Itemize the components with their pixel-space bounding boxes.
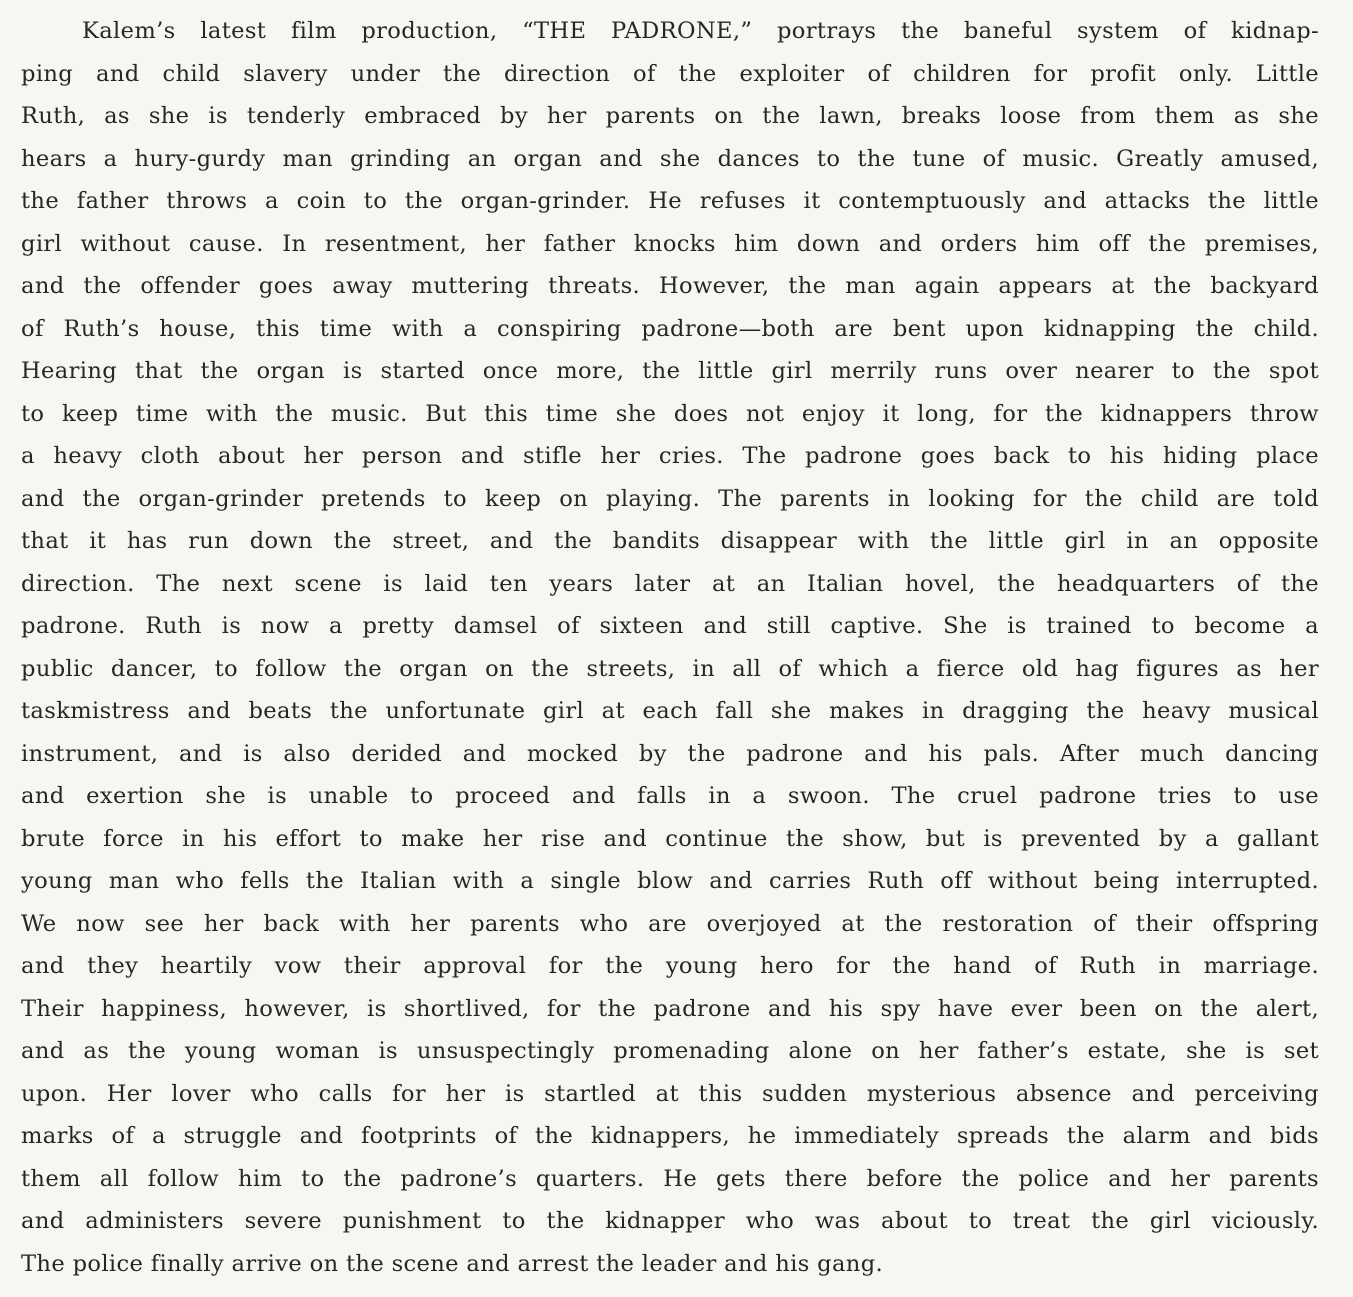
text-line: We now see her back with her parents who are overjoyed at the restoration of their offspring [21, 910, 1319, 937]
text-line: and exertion she is unable to proceed and falls in a swoon. The cruel padrone tries to use [21, 783, 1319, 809]
text-line: The police finally arrive on the scene and arrest the leader and his gang. [21, 1250, 884, 1277]
text-line: girl without cause. In resentment, her father knocks him down and orders him off the premises, [21, 230, 1319, 257]
text-line: Hearing that the organ is started once more, the little girl merrily runs over nearer to the spot [21, 358, 1319, 384]
text-line: them all follow him to the padrone’s quarters. He gets there before the police and her parents [21, 1165, 1319, 1192]
text-line: a heavy cloth about her person and stifle her cries. The padrone goes back to his hiding place [21, 443, 1319, 469]
text-line: and as the young woman is unsuspectingly promenading alone on her father’s estate, she is set [21, 1038, 1319, 1064]
text-line: Their happiness, however, is shortlived, for the padrone and his spy have ever been on the alert, [21, 995, 1319, 1022]
text-line: and administers severe punishment to the kidnapper who was about to treat the girl viciously. [21, 1208, 1319, 1234]
text-line: marks of a struggle and footprints of the kidnappers, he immediately spreads the alarm and bids [21, 1123, 1319, 1149]
text-line: hears a hury-gurdy man grinding an organ and she dances to the tune of music. Greatly amused, [21, 145, 1319, 172]
text-line: taskmistress and beats the unfortunate girl at each fall she makes in dragging the heavy musical [21, 698, 1319, 724]
text-line: padrone. Ruth is now a pretty damsel of sixteen and still captive. She is trained to become a [21, 613, 1319, 639]
text-line: upon. Her lover who calls for her is startled at this sudden mysterious absence and perceiving [21, 1080, 1319, 1107]
synopsis-paragraph [21, 10, 1319, 1285]
text-line: and they heartily vow their approval for the young hero for the hand of Ruth in marriage. [21, 953, 1319, 979]
text-line: the father throws a coin to the organ-grinder. He refuses it contemptuously and attacks the little [21, 188, 1319, 214]
text-line: brute force in his effort to make her rise and continue the show, but is prevented by a gallant [21, 825, 1319, 852]
text-line: young man who fells the Italian with a single blow and carries Ruth off without being interrupted. [21, 868, 1319, 894]
text-line: ping and child slavery under the direction of the exploiter of children for profit only. Little [21, 60, 1319, 87]
text-line: Ruth, as she is tenderly embraced by her parents on the lawn, breaks loose from them as she [21, 103, 1319, 129]
text-line: direction. The next scene is laid ten years later at an Italian hovel, the headquarters of the [21, 570, 1319, 597]
text-line: that it has run down the street, and the bandits disappear with the little girl in an opposite [21, 528, 1319, 554]
text-line: and the offender goes away muttering threats. However, the man again appears at the backyard [21, 273, 1319, 299]
text-line: public dancer, to follow the organ on the streets, in all of which a fierce old hag figures as her [21, 655, 1319, 682]
text-line: of Ruth’s house, this time with a conspiring padrone—both are bent upon kidnapping the child. [21, 315, 1319, 342]
text-line: instrument, and is also derided and mocked by the padrone and his pals. After much dancing [21, 740, 1319, 767]
text-line: and the organ-grinder pretends to keep on playing. The parents in looking for the child are told [21, 485, 1319, 512]
text-line: Kalem’s latest film production, “THE PADRONE,” portrays the baneful system of kidnap- [82, 18, 1319, 44]
text-line: to keep time with the music. But this time she does not enjoy it long, for the kidnappers throw [21, 400, 1319, 427]
